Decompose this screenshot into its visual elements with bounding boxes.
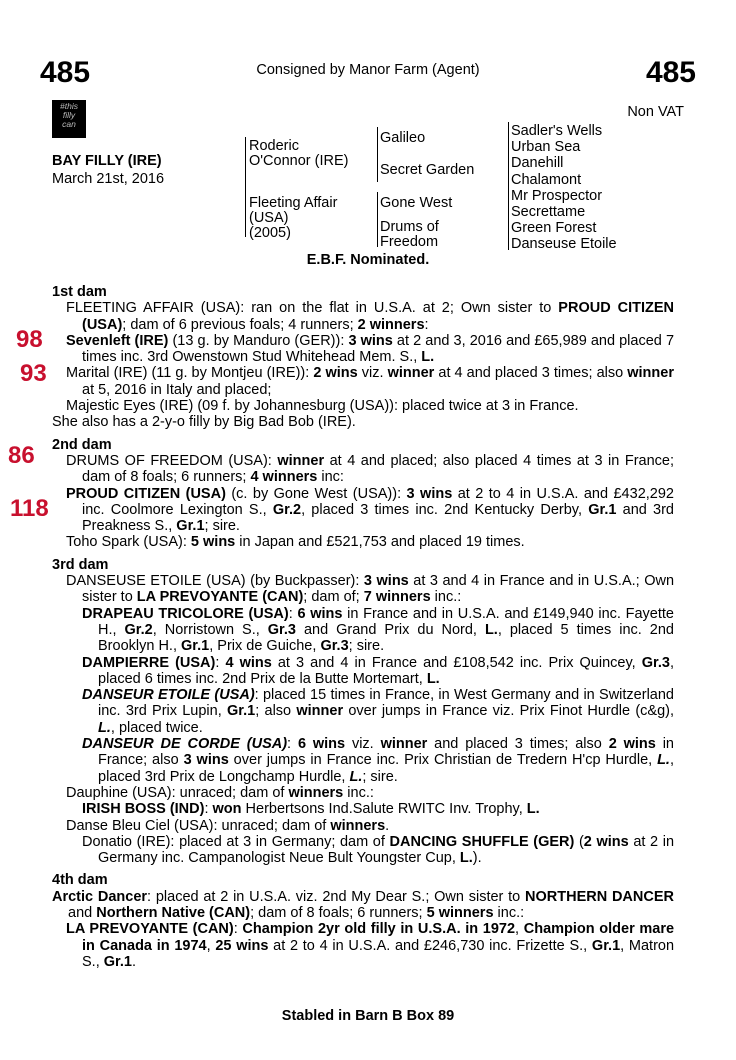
ancestor: Mr Prospector	[511, 187, 603, 204]
bracket-gen2-dam	[377, 192, 378, 247]
rating-proud-citizen: 118	[10, 495, 49, 522]
produce-danseur-etoile: DANSEUR ETOILE (USA): placed 15 times in France, in West Germany and in Switzerland inc. 3rd Prix Lupin, Gr.1; also winner over jumps in France viz. Prix Finot Hurdle (c&g), L., placed twice.	[82, 687, 675, 736]
ancestor: Danehill	[511, 155, 564, 172]
heading-1st-dam: 1st dam	[52, 284, 107, 300]
produce-donatio: Donatio (IRE): placed at 3 in Germany; dam of DANCING SHUFFLE (GER) (2 wins at 2 in Germany inc. Campanologist Neue Bult Youngster Cup, L.).	[82, 833, 675, 867]
heading-4th-dam: 4th dam	[52, 872, 108, 889]
produce-danseur-de-corde: DANSEUR DE CORDE (USA): 6 wins viz. winner and placed 3 times; also 2 wins in France; also 3 wins over jumps in France inc. Prix Christian de Tredern H'cp Hurdle, L., placed 3rd Prix de Longchamp Hurdle, L.; sire.	[82, 736, 674, 785]
ancestor: Danseuse Etoile	[511, 236, 617, 253]
produce-drapeau-tricolore: DRAPEAU TRICOLORE (USA): 6 wins in France and in U.S.A. and £149,940 inc. Fayette H., Gr.2, Norristown S., Gr.3 and Grand Prix du Nord, L., placed 5 times inc. 2nd Brooklyn H., Gr.1, Prix de Guiche, Gr.3; sire.	[82, 605, 674, 655]
ancestor: Chalamont	[511, 171, 582, 188]
ancestor: Urban Sea	[511, 139, 581, 156]
dam-line: (2005)	[249, 225, 291, 241]
produce-majestic-eyes: Majestic Eyes (IRE) (09 f. by Johannesburg (USA)): placed twice at 3 in France.	[66, 398, 579, 415]
produce-two-year-old: She also has a 2-y-o filly by Big Bad Bob (IRE).	[52, 414, 356, 431]
pedigree-dam	[249, 196, 337, 241]
produce-proud-citizen: PROUD CITIZEN (USA) (c. by Gone West (USA)): 3 wins at 2 to 4 in U.S.A. and £432,292 inc. Coolmore Lexington S., Gr.2, placed 3 times inc. 2nd Kentucky Derby, Gr.1 and 3rd Preakness S., Gr.1; sire.	[66, 485, 674, 535]
third-dam-paragraph: DANSEUSE ETOILE (USA) (by Buckpasser): 3 wins at 3 and 4 in France and in U.S.A.; Own sister to LA PREVOYANTE (CAN); dam of; 7 winners inc.:	[66, 573, 675, 606]
ancestor: Secrettame	[511, 204, 586, 221]
bracket-gen3	[508, 122, 509, 250]
pedigree-sire-sire: Galileo	[380, 130, 426, 146]
vat-status: Non VAT	[627, 104, 684, 120]
produce-marital: Marital (IRE) (11 g. by Montjeu (IRE)): 2 wins viz. winner at 4 and placed 3 times; also winner at 5, 2016 in Italy and placed;	[66, 365, 674, 398]
lot-number-right: 485	[645, 56, 696, 89]
logo-line: #this	[60, 101, 78, 111]
produce-dampierre: DAMPIERRE (USA): 4 wins at 3 and 4 in France and £108,542 inc. Prix Quincey, Gr.3, placed 6 times inc. 2nd Prix de la Butte Mortemart, L.	[82, 654, 674, 687]
dam-dam-line: Drums of	[380, 219, 439, 235]
pedigree-sire	[249, 139, 348, 169]
heading-2nd-dam: 2nd dam	[52, 436, 112, 453]
produce-irish-boss: IRISH BOSS (IND): won Herbertsons Ind.Salute RWITC Inv. Trophy, L.	[82, 801, 540, 818]
second-dam-paragraph: DRUMS OF FREEDOM (USA): winner at 4 and placed; also placed 4 times at 3 in France; dam of 8 foals; 6 runners; 4 winners inc:	[66, 452, 674, 486]
foaling-date: March 21st, 2016	[52, 171, 165, 187]
consignor: Consigned by Manor Farm (Agent)	[256, 62, 480, 78]
sire-line: O'Connor (IRE)	[249, 153, 349, 169]
ancestor: Green Forest	[511, 220, 597, 237]
rating-sevenleft: 98	[16, 326, 43, 353]
fourth-dam-paragraph: Arctic Dancer: placed at 2 in U.S.A. viz. 2nd My Dear S.; Own sister to NORTHERN DANCER and Northern Native (CAN); dam of 8 foals; 6 runners; 5 winners inc.:	[52, 888, 674, 921]
lot-number-left: 485	[40, 56, 91, 89]
stabling-location: Stabled in Barn B Box 89	[281, 1008, 455, 1024]
heading-3rd-dam: 3rd dam	[52, 556, 109, 573]
pedigree-fourth-generation	[511, 123, 617, 253]
dam-dam-line: Freedom	[380, 234, 439, 250]
pedigree-dam-sire: Gone West	[380, 195, 453, 211]
dam-line: (USA)	[249, 210, 289, 226]
pedigree-sire-dam: Secret Garden	[380, 162, 475, 178]
produce-danse-bleu-ciel: Danse Bleu Ciel (USA): unraced; dam of winners.	[66, 817, 390, 834]
sire-line: Roderic	[249, 138, 299, 154]
catalogue-body	[52, 284, 674, 970]
logo-line: can	[62, 119, 76, 129]
pedigree-dam-dam	[380, 220, 439, 250]
produce-la-prevoyante: LA PREVOYANTE (CAN): Champion 2yr old filly in U.S.A. in 1972, Champion older mare in Canada in 1974, 25 wins at 2 to 4 in U.S.A. and £246,730 inc. Frizette S., Gr.1, Matron S., Gr.1.	[66, 921, 675, 970]
produce-sevenleft: Sevenleft (IRE) (13 g. by Manduro (GER)): 3 wins at 2 and 3, 2016 and £65,989 and placed 7 times inc. 3rd Owenstown Stud Whitehead Mem. S., L.	[66, 332, 675, 366]
bracket-gen2-sire	[377, 127, 378, 182]
ancestor: Sadler's Wells	[511, 123, 603, 139]
rating-drums-of-freedom: 86	[8, 442, 35, 469]
rating-marital: 93	[20, 360, 47, 387]
horse-description: BAY FILLY (IRE)	[52, 153, 162, 169]
produce-dauphine: Dauphine (USA): unraced; dam of winners inc.:	[66, 784, 374, 801]
bracket-gen1	[245, 137, 246, 237]
produce-toho-spark: Toho Spark (USA): 5 wins in Japan and £521,753 and placed 19 times.	[66, 534, 525, 551]
dam-line: Fleeting Affair	[249, 195, 338, 211]
this-filly-can-logo	[52, 100, 86, 138]
dam-paragraph: FLEETING AFFAIR (USA): ran on the flat in U.S.A. at 2; Own sister to PROUD CITIZEN (USA); dam of 6 previous foals; 4 runners; 2 winners:	[66, 300, 675, 333]
logo-line: filly	[62, 110, 76, 120]
ebf-nomination: E.B.F. Nominated.	[306, 252, 430, 268]
